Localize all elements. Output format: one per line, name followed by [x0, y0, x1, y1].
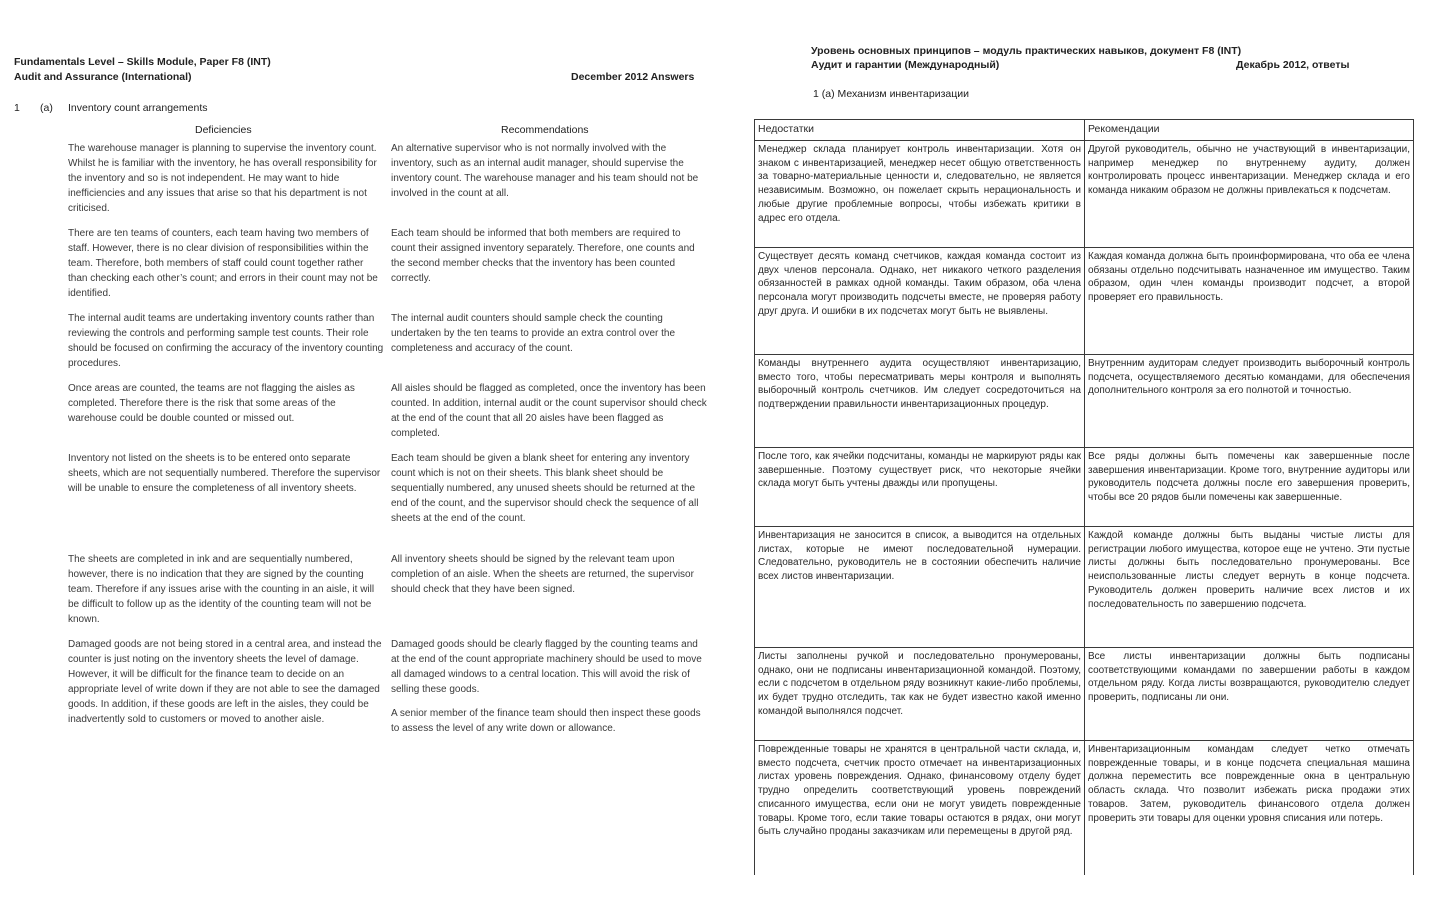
paragraph: There are ten teams of counters, each team having two members of staff. However, there is no clear division of responsibilities within the team. Therefore, both members of staff could count together rather than checking each other’s count; and errors in their count may not be identified.: [68, 228, 378, 299]
deficiency-cell: Существует десять команд счетчиков, каждая команда состоит из двух членов персонала. Однако, нет никакого четкого разделения обязанностей в рамках одной команды. Таким образом, оба члена персонала могут производить подсчеты вместе, не проверяя работу друг друга. И ошибки в их подсчетах могут быть не выявлены.: [755, 248, 1085, 355]
paragraph: The internal audit counters should sample check the counting undertaken by the ten teams to provide an extra control over the completeness and accuracy of the count.: [391, 313, 676, 354]
table-header-row: [755, 120, 1414, 141]
recommendation-text: [391, 637, 707, 745]
recommendation-text: [391, 381, 707, 450]
recommendation-cell: Другой руководитель, обычно не участвующий в инвентаризации, например менеджер по внутреннему аудиту, должен контролировать процесс инвентаризации. Менеджер склада и его команда никаким образом не должны привлекаться к подсчетам.: [1085, 141, 1414, 248]
table-row: [755, 648, 1414, 741]
deficiency-text: [68, 381, 384, 435]
answers-table: [754, 119, 1414, 875]
paper-subject: Audit and Assurance (International): [14, 71, 192, 83]
recommendation-cell: Каждая команда должна быть проинформирована, что оба ее члена обязаны отдельно подсчитывать назначенное им имущество. Таким образом, один член команды производит подсчет, а второй проверяет его правильность.: [1085, 248, 1414, 355]
deficiency-text: [68, 451, 384, 505]
paragraph: The warehouse manager is planning to supervise the inventory count. Whilst he is familiar with the inventory, he has overall responsibility for the inventory and so is not independent. He may want to hide inefficiencies and any issues that arise so that his department is not criticised.: [68, 143, 377, 214]
deficiency-text: [68, 552, 384, 636]
deficiencies-heading: Deficiencies: [195, 124, 252, 136]
deficiency-text: [68, 141, 384, 225]
paragraph: All aisles should be flagged as completed, once the inventory has been counted. In addition, internal audit or the count supervisor should check at the end of the count that all 20 aisles have been flagged as completed.: [391, 383, 707, 439]
paragraph: Each team should be informed that both members are required to count their assigned inventory separately. Therefore, one counts and the second member checks that the inventory has been counted correctly.: [391, 228, 695, 284]
recommendation-cell: Все ряды должны быть помечены как завершенные после завершения инвентаризации. Кроме того, внутренние аудиторы или руководитель подсчета должны после его завершения проверить, чтобы все 20 рядов были помечены как завершенные.: [1085, 448, 1414, 527]
question-part: (a): [40, 102, 53, 114]
english-answer-page: [0, 0, 720, 900]
paragraph: Each team should be given a blank sheet for entering any inventory count which is not on their sheets. This blank sheet should be sequentially numbered, any unused sheets should be returned at the end of the count, and the supervisor should check the sequence of all sheets at the end of the count.: [391, 453, 699, 524]
question-number: 1: [14, 102, 20, 114]
recommendation-cell: Все листы инвентаризации должны быть подписаны соответствующими командами по завершении работы в каждом отдельном ряду. Когда листы возвращаются, руководителю следует проверить, подписаны ли они.: [1085, 648, 1414, 741]
paper-title: Уровень основных принципов – модуль практических навыков, документ F8 (INT): [811, 45, 1242, 57]
table-row: [755, 741, 1414, 875]
deficiencies-heading: Недостатки: [755, 120, 1085, 141]
paragraph: An alternative supervisor who is not normally involved with the inventory, such as an internal audit manager, should supervise the inventory count. The warehouse manager and his team should not be involved in the count at all.: [391, 143, 699, 199]
deficiency-cell: Поврежденные товары не хранятся в центральной части склада, и, вместо подсчета, счетчик просто отмечает на инвентаризационных листах уровень повреждения. Однако, финансовому отделу будет трудно определить соответствующий уровень повреждений списанного имущества, если они не могут увидеть поврежденные товары. Кроме того, если такие товары остаются в рядах, они могут быть случайно проданы заказчикам или перемещены в другой ряд.: [755, 741, 1085, 875]
recommendation-text: [391, 226, 707, 295]
recommendation-text: [391, 141, 707, 210]
paragraph: A senior member of the finance team should then inspect these goods to assess the level of any write down or allowance.: [391, 708, 701, 734]
table-row: [755, 248, 1414, 355]
deficiency-cell: Инвентаризация не заносится в список, а выводится на отдельных листах, которые не имеют последовательной нумерации. Следовательно, руководитель не в состоянии обеспечить наличие всех листов инвентаризации.: [755, 527, 1085, 648]
paragraph: Once areas are counted, the teams are not flagging the aisles as completed. Therefore there is the risk that some areas of the warehouse could be double counted or missed out.: [68, 383, 355, 424]
table-row: [755, 141, 1414, 248]
paper-subject: Аудит и гарантии (Международный): [811, 59, 1000, 71]
deficiency-cell: Команды внутреннего аудита осуществляют инвентаризацию, вместо того, чтобы пересматривать меры контроля и выполнять выборочный контроль счетчиков. Им следует сосредоточиться на подтверждении правильности инвентаризационных процедур.: [755, 355, 1085, 448]
recommendations-heading: Рекомендации: [1085, 120, 1414, 141]
question-title: Inventory count arrangements: [68, 102, 208, 114]
deficiency-text: [68, 226, 384, 310]
paragraph: The sheets are completed in ink and are sequentially numbered, however, there is no indication that they are signed by the counting team. Therefore if any issues arise with the counting in an aisle, it will be difficult to follow up as the identity of the counting team will not be known.: [68, 554, 375, 625]
paragraph: All inventory sheets should be signed by the relevant team upon completion of an aisle. When the sheets are returned, the supervisor should check that they have been signed.: [391, 554, 694, 595]
recommendation-text: [391, 451, 707, 535]
paragraph: Inventory not listed on the sheets is to be entered onto separate sheets, which are not sequentially numbered. Therefore the supervisor will be unable to ensure the completeness of all inventory sheets.: [68, 453, 381, 494]
exam-date: December 2012 Answers: [571, 71, 695, 83]
question-title: 1 (а) Механизм инвентаризации: [813, 88, 969, 100]
russian-answer-page: [720, 0, 1451, 900]
recommendation-text: [391, 552, 707, 606]
paragraph: The internal audit teams are undertaking inventory counts rather than reviewing the controls and performing sample test counts. Their role should be focused on confirming the accuracy of the inventory counting procedures.: [68, 313, 384, 369]
paper-title: Fundamentals Level – Skills Module, Paper F8 (INT): [14, 56, 271, 68]
table-row: [755, 527, 1414, 648]
deficiency-text: [68, 311, 384, 380]
deficiency-text: [68, 637, 384, 736]
recommendations-heading: Recommendations: [501, 124, 589, 136]
recommendation-cell: Внутренним аудиторам следует производить выборочный контроль подсчета, осуществляемого десятью командами, для обеспечения дополнительного контроля за его полнотой и точностью.: [1085, 355, 1414, 448]
deficiency-cell: Менеджер склада планирует контроль инвентаризации. Хотя он знаком с инвентаризацией, менеджер несет общую ответственность за товарно-материальные ценности и, следовательно, не является независимым. Возможно, он пожелает скрыть нерациональность и любые другие проблемные вопросы, чтобы избежать критики в адрес его отдела.: [755, 141, 1085, 248]
paragraph: Damaged goods are not being stored in a central area, and instead the counter is just noting on the inventory sheets the level of damage. However, it will be difficult for the finance team to decide on an appropriate level of write down if they are not able to see the damaged goods. In addition, if these goods are left in the aisles, they could be inadvertently sold to customers or moved to another aisle.: [68, 639, 382, 725]
deficiency-cell: После того, как ячейки подсчитаны, команды не маркируют ряды как завершенные. Поэтому существует риск, что некоторые ячейки склада могут быть учтены дважды или пропущены.: [755, 448, 1085, 527]
deficiency-cell: Листы заполнены ручкой и последовательно пронумерованы, однако, они не подписаны инвентаризационной командой. Поэтому, если с подсчетом в отдельном ряду возникнут какие-либо проблемы, их будет трудно отследить, так как не будет известно какой именно командой выполнялся подсчет.: [755, 648, 1085, 741]
paragraph: Damaged goods should be clearly flagged by the counting teams and at the end of the count appropriate machinery should be used to move all damaged windows to a central location. This will avoid the risk of selling these goods.: [391, 639, 702, 695]
recommendation-text: [391, 311, 707, 365]
table-row: [755, 448, 1414, 527]
recommendation-cell: Инвентаризационным командам следует четко отмечать поврежденные товары, и в конце подсчета специальная машина должна переместить все поврежденные окна в центральную область склада. Что позволит избежать риска продажи этих товаров. Затем, руководитель финансового отдела должен проверить эти товары для оценки уровня списания или потерь.: [1085, 741, 1414, 875]
exam-date: Декабрь 2012, ответы: [1236, 59, 1350, 71]
table-row: [755, 355, 1414, 448]
recommendation-cell: Каждой команде должны быть выданы чистые листы для регистрации любого имущества, которое еще не учтено. Эти пустые листы должны быть последовательно пронумерованы. Все неиспользованные листы следует вернуть в конце подсчета. Руководитель должен проверить наличие всех листов и их последовательность по завершению подсчета.: [1085, 527, 1414, 648]
